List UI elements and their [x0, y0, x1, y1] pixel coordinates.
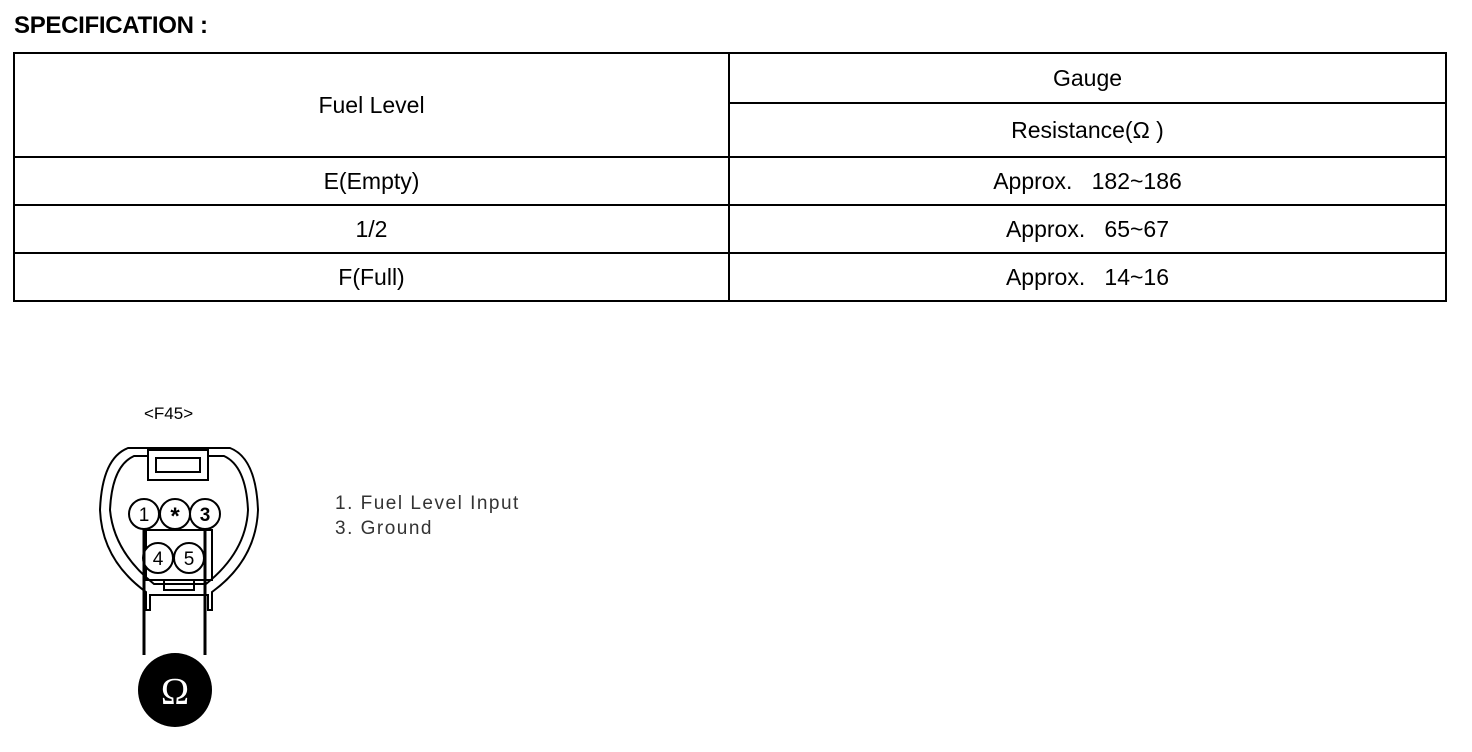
- specification-table: [13, 52, 1447, 302]
- table-header-row: [14, 53, 1446, 103]
- svg-text:4: 4: [152, 549, 164, 570]
- pin-note-1: 1. Fuel Level Input: [335, 493, 520, 514]
- table-row: [14, 205, 1446, 253]
- ohmmeter-icon: [138, 653, 212, 727]
- cell-resistance: Approx. 65~67: [729, 205, 1446, 253]
- cell-fuel-level: F(Full): [14, 253, 729, 301]
- connector-pin-4: [143, 543, 173, 573]
- svg-text:*: *: [170, 503, 180, 530]
- cell-resistance: Approx. 14~16: [729, 253, 1446, 301]
- connector-pin-star: [160, 499, 190, 530]
- connector-diagram: [90, 440, 270, 740]
- header-resistance: Resistance(Ω ): [729, 103, 1446, 157]
- svg-text:Ω: Ω: [160, 671, 190, 713]
- table-row: [14, 253, 1446, 301]
- svg-text:3: 3: [199, 505, 211, 526]
- header-gauge: Gauge: [729, 53, 1446, 103]
- svg-text:5: 5: [183, 549, 195, 570]
- connector-pin-5: [174, 543, 204, 573]
- pin-note-3: 3. Ground: [335, 518, 433, 539]
- connector-pin-1: [129, 499, 159, 529]
- cell-fuel-level: 1/2: [14, 205, 729, 253]
- cell-fuel-level: E(Empty): [14, 157, 729, 205]
- svg-text:1: 1: [138, 505, 150, 526]
- header-fuel-level: Fuel Level: [14, 53, 729, 157]
- page-title: SPECIFICATION :: [14, 12, 208, 39]
- connector-label: <F45>: [144, 404, 194, 423]
- pin-notes: [335, 491, 520, 541]
- table-row: [14, 157, 1446, 205]
- cell-resistance: Approx. 182~186: [729, 157, 1446, 205]
- connector-pin-3: [190, 499, 220, 529]
